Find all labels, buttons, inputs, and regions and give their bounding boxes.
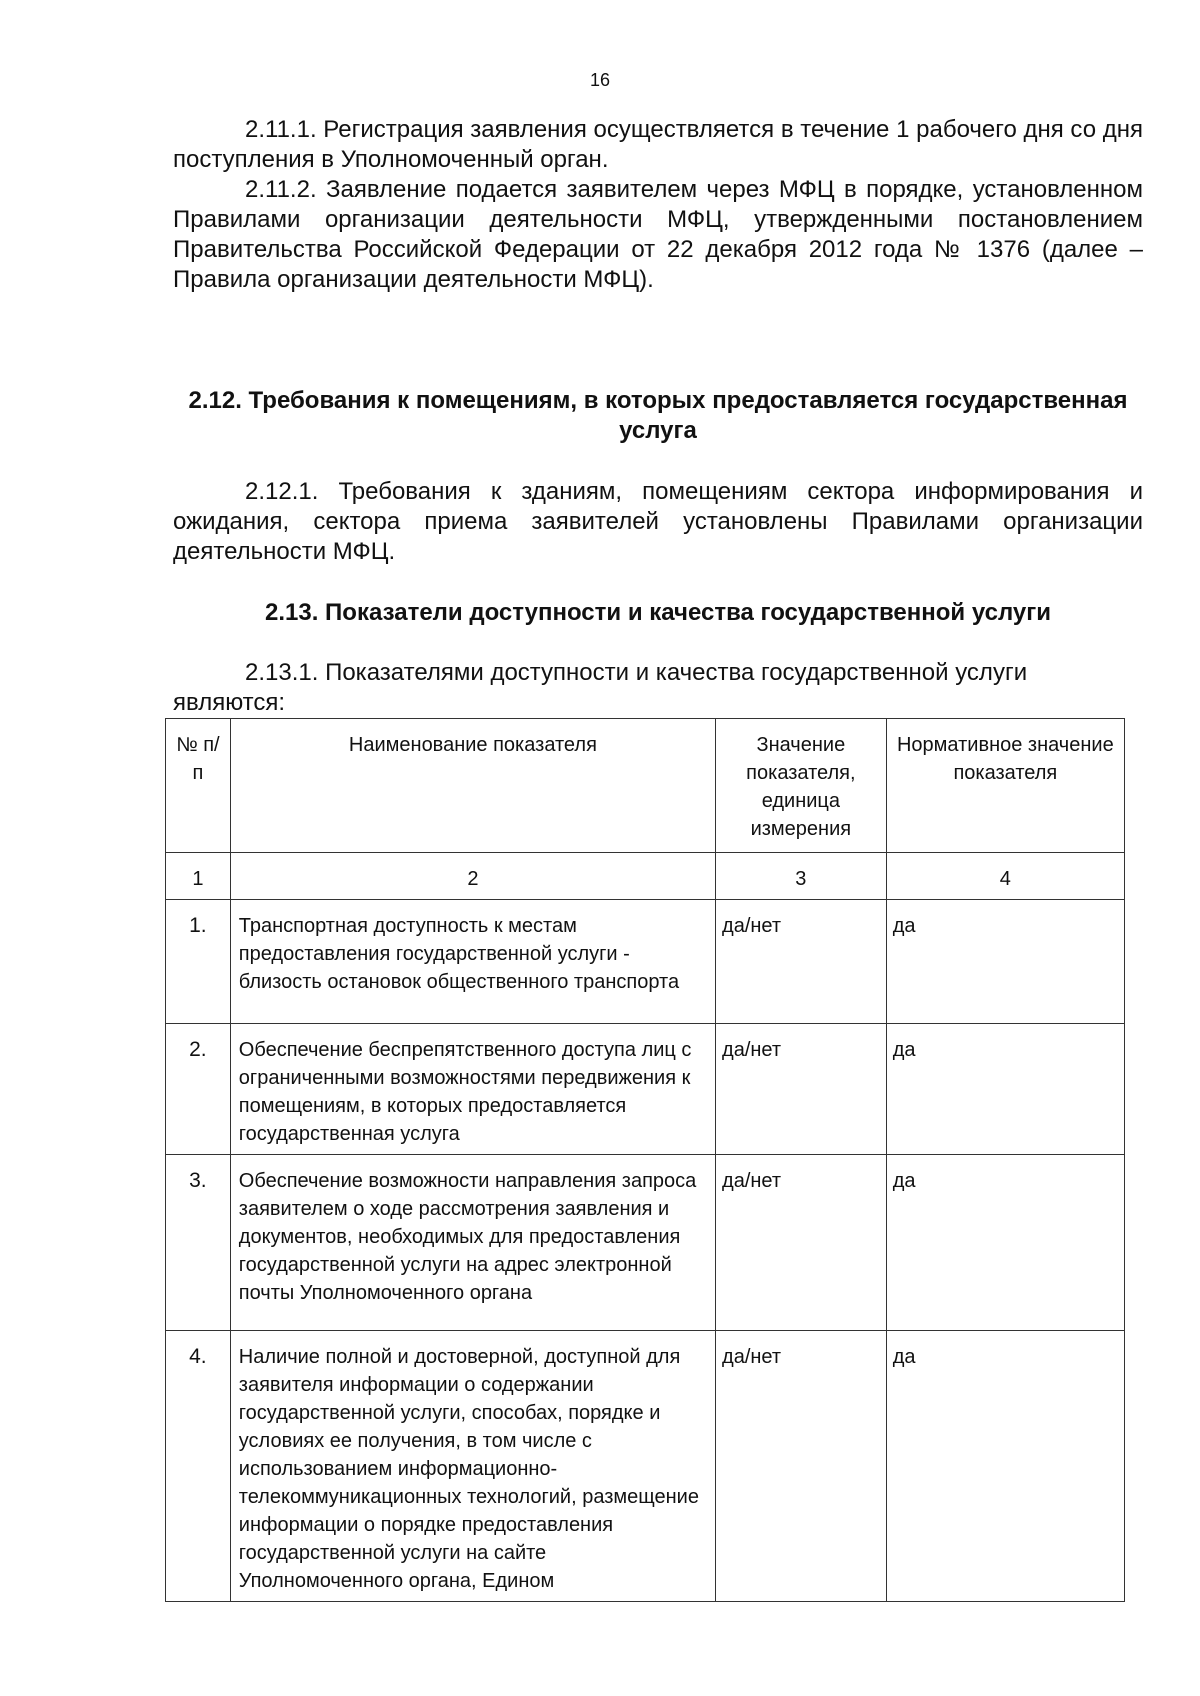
normative-value: да [886, 1155, 1124, 1331]
indicator-value: да/нет [716, 1155, 887, 1331]
row-index: 1. [166, 900, 231, 1024]
table-row [166, 1331, 1125, 1602]
column-number: 2 [230, 853, 715, 900]
heading-2-12: 2.12. Требования к помещениям, в которых предоставляется государственная услуга [188, 387, 1128, 444]
row-index: 2. [166, 1024, 231, 1155]
heading-2-13: 2.13. Показатели доступности и качества государственной услуги [265, 599, 1051, 626]
normative-value: да [886, 1024, 1124, 1155]
row-index: 3. [166, 1155, 231, 1331]
page-number: 16 [589, 70, 611, 90]
indicator-value: да/нет [716, 1331, 887, 1602]
normative-value: да [886, 1331, 1124, 1602]
table-row [166, 900, 1125, 1024]
paragraph-2-11-1: 2.11.1. Регистрация заявления осуществляется в течение 1 рабочего дня со дня поступления в Уполномоченный орган. [173, 116, 1143, 173]
column-number-row [166, 853, 1125, 900]
column-number: 4 [886, 853, 1124, 900]
table-row [166, 1024, 1125, 1155]
header-indicator-value: Значение показателя, единица измерения [716, 719, 887, 853]
indicator-name: Транспортная доступность к местам предоставления государственной услуги - близость остановок общественного транспорта [230, 900, 715, 1024]
indicator-value: да/нет [716, 900, 887, 1024]
column-number: 1 [166, 853, 231, 900]
header-number: № п/п [166, 719, 231, 853]
indicator-name: Обеспечение возможности направления запроса заявителем о ходе рассмотрения заявления и документов, необходимых для предоставления государственной услуги на адрес электронной почты Уполномоченного органа [230, 1155, 715, 1331]
table-row [166, 1155, 1125, 1331]
paragraph-2-11-2: 2.11.2. Заявление подается заявителем через МФЦ в порядке, установленном Правилами организации деятельности МФЦ, утвержденными постановлением Правительства Российской Федерации от 22 декабря 2012 года № 1376 (далее – Правила организации деятельности МФЦ). [173, 176, 1143, 293]
indicator-name: Обеспечение беспрепятственного доступа лиц с ограниченными возможностями передвижения к помещениям, в которых предоставляется государственная услуга [230, 1024, 715, 1155]
indicators-table [165, 718, 1125, 1602]
row-index: 4. [166, 1331, 231, 1602]
header-indicator-name: Наименование показателя [230, 719, 715, 853]
table-header-row [166, 719, 1125, 853]
column-number: 3 [716, 853, 887, 900]
indicator-value: да/нет [716, 1024, 887, 1155]
paragraph-2-12-1: 2.12.1. Требования к зданиям, помещениям сектора информирования и ожидания, сектора приема заявителей установлены Правилами организации деятельности МФЦ. [173, 478, 1143, 565]
header-normative-value: Нормативное значение показателя [886, 719, 1124, 853]
normative-value: да [886, 900, 1124, 1024]
paragraph-2-13-1: 2.13.1. Показателями доступности и качества государственной услуги являются: [173, 659, 1028, 716]
indicator-name: Наличие полной и достоверной, доступной для заявителя информации о содержании государственной услуги, способах, порядке и условиях ее получения, в том числе с использованием информационно-телекоммуникационных технологий, размещение информации о порядке предоставления государственной услуги на сайте Уполномоченного органа, Едином [230, 1331, 715, 1602]
